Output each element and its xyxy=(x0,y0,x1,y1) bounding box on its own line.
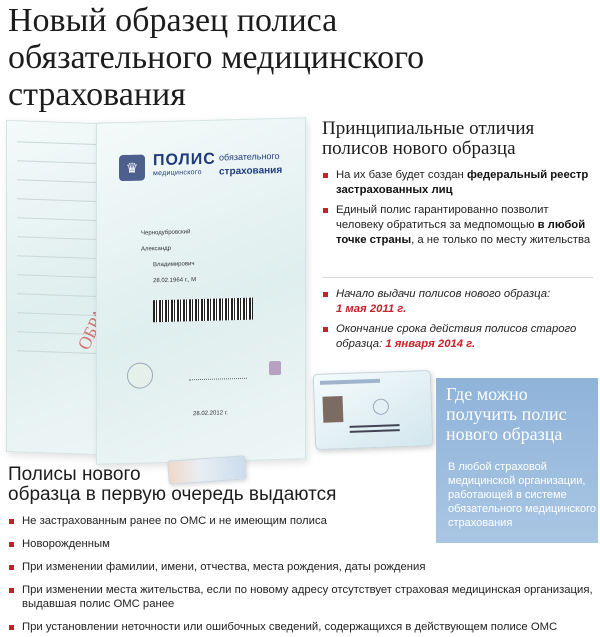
holder-name: Александр xyxy=(141,245,172,253)
card-photo xyxy=(323,396,344,423)
list-item xyxy=(323,168,598,198)
issued-title-line-1: Полисы нового xyxy=(8,464,141,485)
issued-list xyxy=(9,514,599,634)
hologram xyxy=(269,361,281,375)
list-item: При изменении фамилии, имени, отчества, места рождения, даты рождения xyxy=(9,560,599,574)
title-line-1: Новый образец полиса xyxy=(8,2,338,39)
polis-sub-left: медицинского xyxy=(153,168,202,178)
emblem-seal xyxy=(127,362,153,389)
policy-document-illustration xyxy=(4,110,304,470)
title-line-3: страхования xyxy=(8,76,186,113)
polis-word: ПОЛИС xyxy=(153,150,216,170)
title-line-2: обязательного медицинского xyxy=(8,39,425,76)
policy-card-illustration xyxy=(313,370,434,450)
item-text-bold: федеральный реестр застрахованных лиц xyxy=(336,169,589,196)
item-text: Единый полис гарантированно позволит человеку обратиться за медпомощью xyxy=(336,204,549,231)
where-title: Где можно получить полис нового образца xyxy=(446,384,567,444)
item-text: , а не только по месту жительства xyxy=(411,234,591,246)
list-item xyxy=(323,322,598,352)
polis-sub-right: страхования xyxy=(219,164,283,178)
polis-top-right: обязательного xyxy=(219,150,280,163)
list-item xyxy=(323,203,598,248)
list-item: Новорожденным xyxy=(9,537,599,551)
differences-title xyxy=(322,119,592,159)
item-text-bold: в любой точке страны xyxy=(336,219,586,246)
issued-title-line-2: образца в первую очередь выдаются xyxy=(8,484,337,505)
list-item: Не застрахованным ранее по ОМС и не имеющим полиса xyxy=(9,514,599,528)
differences-title-line-1: Принципиальные отличия xyxy=(322,118,535,139)
holder-surname: Чернодубровский xyxy=(141,229,191,237)
end-value: 1 января 2014 г. xyxy=(385,338,476,350)
card-emblem xyxy=(373,398,390,415)
issued-title xyxy=(8,465,428,505)
differences-list xyxy=(323,168,598,253)
policy-front-sheet xyxy=(96,117,306,464)
start-label: Начало выдачи полисов нового образца: xyxy=(336,288,551,300)
divider xyxy=(323,277,593,278)
item-text: На их базе будет создан xyxy=(336,169,467,181)
list-item: При установлении неточности или ошибочных сведений, содержащихся в действующем полисе ОМС xyxy=(9,620,599,634)
issue-date: 28.02.2012 г. xyxy=(193,410,228,418)
list-item xyxy=(323,287,598,317)
start-value: 1 мая 2011 г. xyxy=(336,303,407,315)
holder-patronymic: Владимирович xyxy=(153,261,195,269)
dates-list xyxy=(323,287,598,357)
barcode xyxy=(153,298,253,323)
signature-line xyxy=(189,378,247,382)
holder-birth: 28.02.1964 г., М xyxy=(153,277,197,285)
where-text: В любой страховой медицинской организации, работающей в системе обязательного медицинского страхования xyxy=(448,461,596,529)
differences-title-line-2: полисов нового образца xyxy=(322,138,516,159)
russian-crest-icon: ♛ xyxy=(119,154,145,181)
page-title xyxy=(8,2,598,113)
list-item: При изменении места жительства, если по новому адресу отсутствует страховая медицинская организация, выдавшая полис ОМС ранее xyxy=(9,583,599,611)
end-label: Окончание срока действия полисов старого образца: xyxy=(336,323,577,350)
